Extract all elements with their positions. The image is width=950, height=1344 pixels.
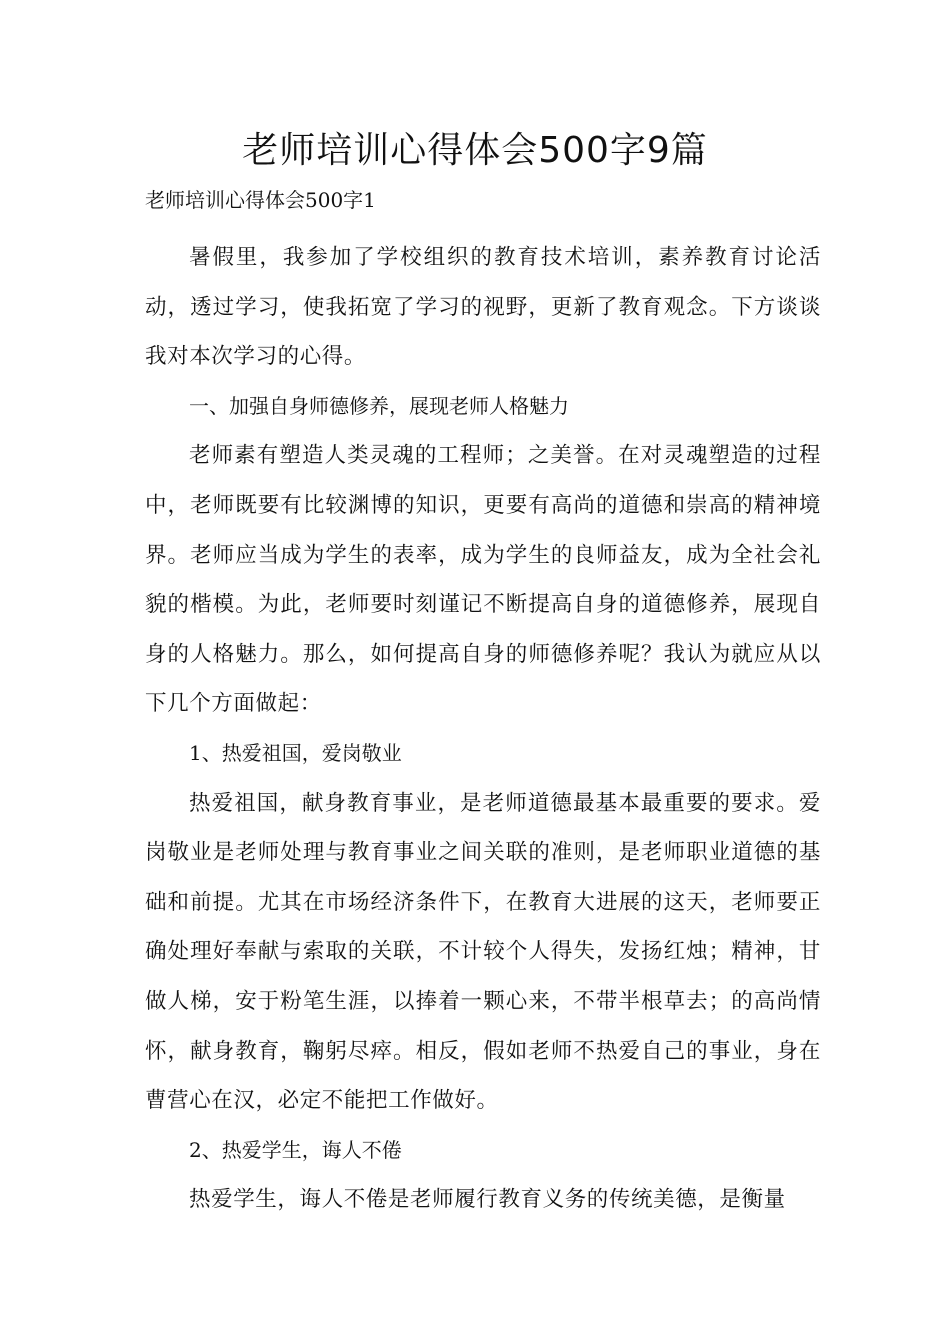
- document-title: 老师培训心得体会500字9篇: [242, 130, 708, 171]
- subsection-paragraph-1: 热爱祖国，献身教育事业，是老师道德最基本最重要的要求。爱岗敬业是老师处理与教育事业之间关联的准则，是老师职业道德的基础和前提。尤其在市场经济条件下，在教育大进展的这天，老师要正确处理好奉献与索取的关联，不计较个人得失，发扬红烛；精神，甘做人梯，安于粉笔生涯，以捧着一颗心来，不带半根草去；的高尚情怀，献身教育，鞠躬尽瘁。相反，假如老师不热爱自己的事业，身在曹营心在汉，必定不能把工作做好。: [145, 790, 821, 1114]
- subsection-heading-1: 1、热爱祖国，爱岗敬业: [189, 740, 402, 765]
- document-body: [145, 233, 821, 1225]
- subsection-heading-2: 2、热爱学生，诲人不倦: [189, 1137, 402, 1162]
- intro-paragraph: 暑假里，我参加了学校组织的教育技术培训，素养教育讨论活动，透过学习，使我拓宽了学习的视野，更新了教育观念。下方谈谈我对本次学习的心得。: [145, 245, 821, 370]
- section-paragraph-1: 老师素有塑造人类灵魂的工程师；之美誉。在对灵魂塑造的过程中，老师既要有比较渊博的知识，更要有高尚的道德和崇高的精神境界。老师应当成为学生的表率，成为学生的良师益友，成为全社会礼貌的楷模。为此，老师要时刻谨记不断提高自身的道德修养，展现自身的人格魅力。那么，如何提高自身的师德修养呢？我认为就应从以下几个方面做起：: [145, 443, 821, 717]
- subsection-paragraph-2: 热爱学生，诲人不倦是老师履行教育义务的传统美德，是衡量: [189, 1187, 786, 1213]
- section-heading-1: 一、加强自身师德修养，展现老师人格魅力: [189, 393, 569, 418]
- document-subtitle: 老师培训心得体会500字1: [145, 188, 376, 212]
